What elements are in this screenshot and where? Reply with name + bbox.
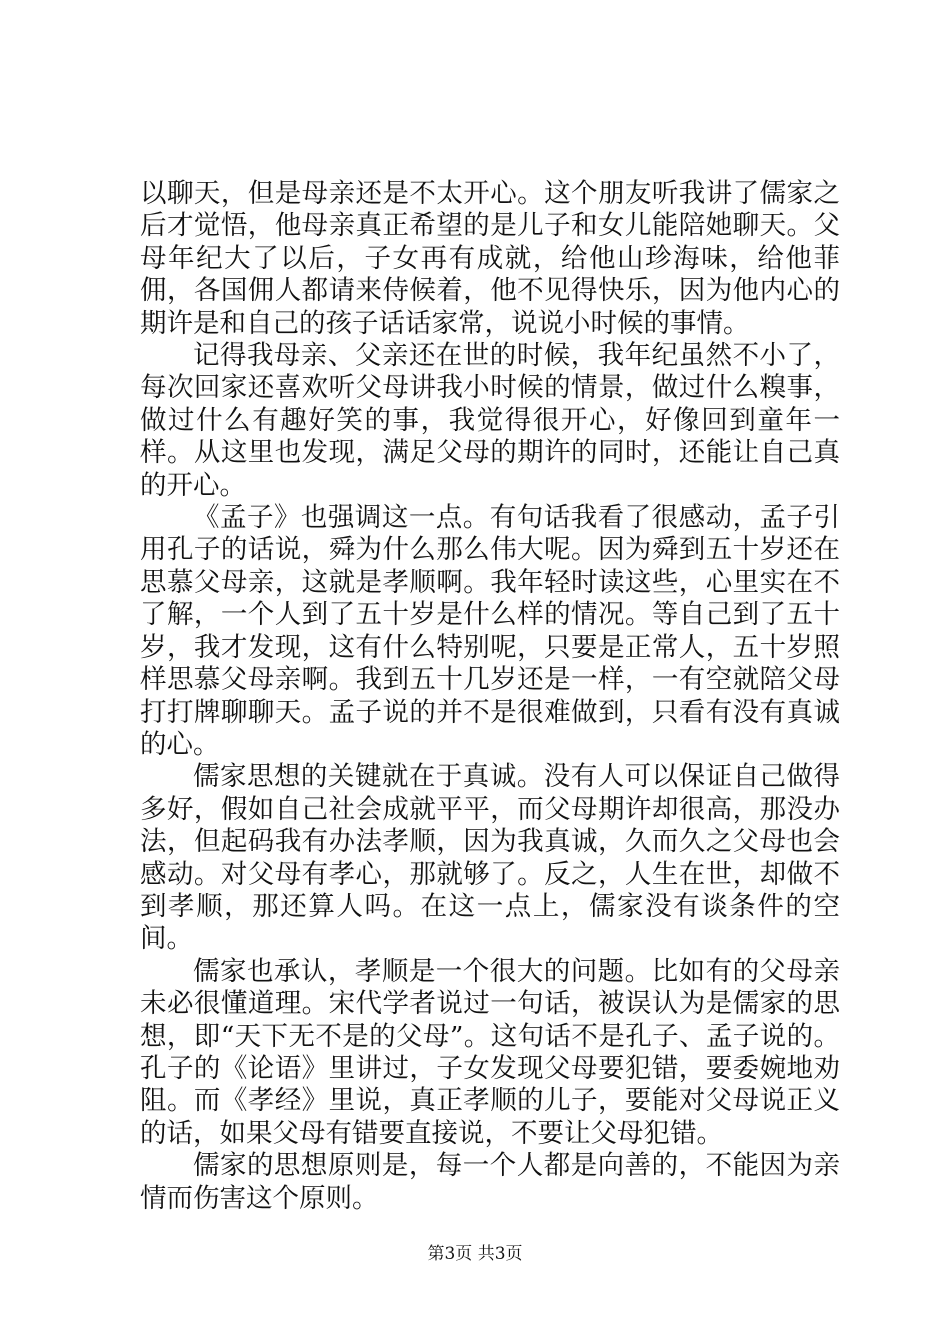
page-footer: 第3页 共3页 [427, 1244, 523, 1264]
paragraph-filial-issue: 儒家也承认，孝顺是一个很大的问题。比如有的父母亲未必很懂道理。宋代学者说过一句话，被误认为是儒家的思想，即“天下无不是的父母”。这句话不是孔子、孟子说的。孔子的《论语》里讲过，子女发现父母要犯错，要委婉地劝阻。而《孝经》里说，真正孝顺的儿子，要能对父母说正义的话，如果父母有错要直接说，不要让父母犯错。 [140, 955, 840, 1149]
paragraph-principle: 儒家的思想原则是，每一个人都是向善的，不能因为亲情而伤害这个原则。 [140, 1150, 840, 1214]
paragraph-sincerity: 儒家思想的关键就在于真诚。没有人可以保证自己做得多好，假如自己社会成就平平，而父母期许却很高，那没办法，但起码我有办法孝顺，因为我真诚，久而久之父母也会感动。对父母有孝心，那就够了。反之，人生在世，却做不到孝顺，那还算人吗。在这一点上，儒家没有谈条件的空间。 [140, 761, 840, 955]
paragraph-mencius: 《孟子》也强调这一点。有句话我看了很感动，孟子引用孔子的话说，舜为什么那么伟大呢。因为舜到五十岁还在思慕父母亲，这就是孝顺啊。我年轻时读这些，心里实在不了解，一个人到了五十岁是什么样的情况。等自己到了五十岁，我才发现，这有什么特别呢，只要是正常人，五十岁照样思慕父母亲啊。我到五十几岁还是一样，一有空就陪父母打打牌聊聊天。孟子说的并不是很难做到，只看有没有真诚的心。 [140, 502, 840, 760]
paragraph-continuation: 以聊天，但是母亲还是不太开心。这个朋友听我讲了儒家之后才觉悟，他母亲真正希望的是儿子和女儿能陪她聊天。父母年纪大了以后，子女再有成就，给他山珍海味，给他菲佣，各国佣人都请来侍候着，他不见得快乐，因为他内心的期许是和自己的孩子话话家常，说说小时候的事情。 [140, 178, 840, 339]
paragraph-parents-memories: 记得我母亲、父亲还在世的时候，我年纪虽然不小了，每次回家还喜欢听父母讲我小时候的情景，做过什么糗事，做过什么有趣好笑的事，我觉得很开心，好像回到童年一样。从这里也发现，满足父母的期许的同时，还能让自己真的开心。 [140, 340, 840, 501]
document-body [140, 178, 840, 1215]
